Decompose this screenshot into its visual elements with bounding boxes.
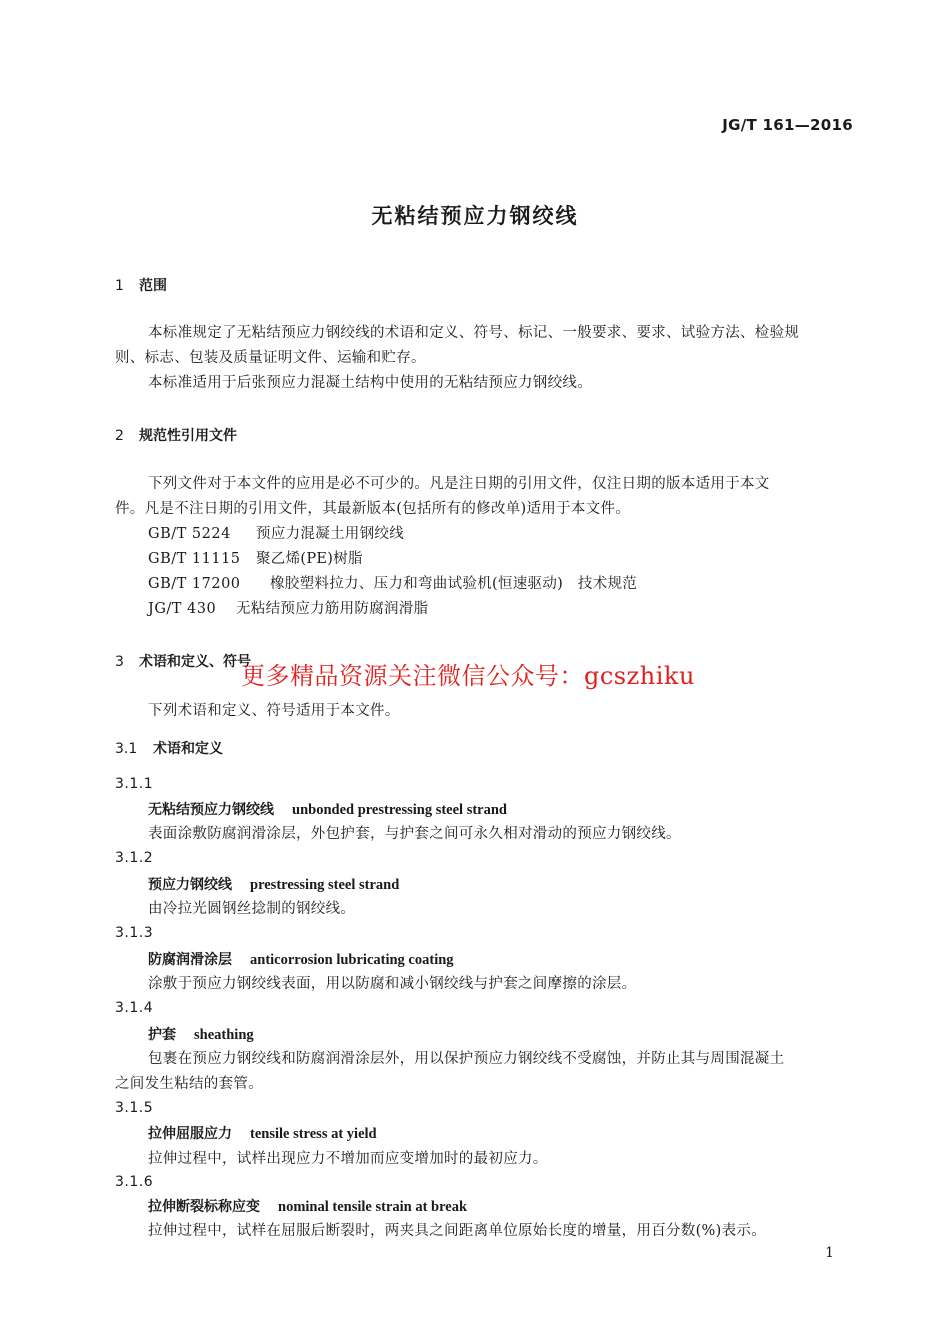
section-title: 规范性引用文件 — [139, 428, 237, 444]
subsection-title: 术语和定义 — [153, 741, 223, 757]
term-english: sheathing — [194, 1027, 254, 1043]
watermark-text: 更多精品资源关注微信公众号：gcszhiku — [241, 662, 695, 690]
s3-intro: 下列术语和定义、符号适用于本文件。 — [148, 703, 400, 719]
section-title: 术语和定义、符号 — [139, 654, 251, 670]
term-definition: 拉伸过程中，试样出现应力不增加而应变增加时的最初应力。 — [148, 1151, 548, 1167]
term-chinese: 防腐润滑涂层 — [148, 952, 232, 968]
term-entry — [148, 949, 454, 969]
section-number: 2 — [115, 428, 124, 444]
term-definition: 拉伸过程中，试样在屈服后断裂时，两夹具之间距离单位原始长度的增量，用百分数(%)表示。 — [148, 1223, 766, 1239]
term-english: unbonded prestressing steel strand — [292, 802, 507, 818]
term-chinese: 预应力钢绞线 — [148, 877, 232, 893]
s1-paragraph-2: 本标准适用于后张预应力混凝土结构中使用的无粘结预应力钢绞线。 — [148, 375, 592, 391]
clause-number: 3.1.5 — [115, 1100, 154, 1116]
term-entry — [148, 799, 507, 819]
normative-reference — [148, 547, 363, 572]
clause-number: 3.1.6 — [115, 1174, 154, 1190]
normative-reference — [148, 597, 428, 622]
reference-name: 橡胶塑料拉力、压力和弯曲试验机(恒速驱动) 技术规范 — [270, 576, 638, 592]
term-definition: 由冷拉光圆钢丝捻制的钢绞线。 — [148, 901, 356, 917]
term-definition-line-1: 包裹在预应力钢绞线和防腐润滑涂层外，用以保护预应力钢绞线不受腐蚀，并防止其与周围混凝土 — [148, 1051, 785, 1067]
term-english: prestressing steel strand — [250, 877, 400, 893]
s2-paragraph-1-line-1: 下列文件对于本文件的应用是必不可少的。凡是注日期的引用文件，仅注日期的版本适用于本文 — [148, 476, 770, 492]
reference-code: JG/T 430 — [148, 601, 217, 617]
term-chinese: 无粘结预应力钢绞线 — [148, 802, 274, 818]
section-number: 1 — [115, 278, 124, 294]
term-chinese: 拉伸屈服应力 — [148, 1126, 232, 1142]
term-entry — [148, 1196, 467, 1216]
page-number: 1 — [825, 1245, 834, 1261]
reference-name: 预应力混凝土用钢绞线 — [256, 526, 404, 542]
normative-reference — [148, 572, 637, 597]
section-3-heading — [115, 651, 251, 671]
term-english: nominal tensile strain at break — [278, 1199, 468, 1215]
term-english: tensile stress at yield — [250, 1126, 377, 1142]
section-1-heading — [115, 275, 167, 295]
document-title: 无粘结预应力钢绞线 — [371, 204, 579, 228]
term-entry — [148, 874, 399, 894]
term-chinese: 护套 — [148, 1027, 176, 1043]
standard-code: JG/T 161—2016 — [722, 116, 853, 134]
reference-code: GB/T 5224 — [148, 526, 231, 542]
s2-paragraph-1-line-2: 件。凡是不注日期的引用文件，其最新版本(包括所有的修改单)适用于本文件。 — [115, 501, 631, 517]
section-title: 范围 — [139, 278, 167, 294]
clause-number: 3.1.2 — [115, 850, 154, 866]
subsection-number: 3.1 — [115, 741, 138, 757]
term-entry — [148, 1024, 254, 1044]
clause-number: 3.1.1 — [115, 776, 154, 792]
term-definition: 表面涂敷防腐润滑涂层，外包护套，与护套之间可永久相对滑动的预应力钢绞线。 — [148, 826, 681, 842]
term-definition-line-2: 之间发生粘结的套管。 — [115, 1076, 263, 1092]
s1-paragraph-1-line-2: 则、标志、包装及质量证明文件、运输和贮存。 — [115, 350, 426, 366]
reference-name: 无粘结预应力筋用防腐润滑脂 — [236, 601, 429, 617]
section-number: 3 — [115, 654, 124, 670]
term-chinese: 拉伸断裂标称应变 — [148, 1199, 260, 1215]
normative-reference — [148, 522, 404, 547]
reference-code: GB/T 11115 — [148, 551, 241, 567]
term-definition: 涂敷于预应力钢绞线表面，用以防腐和减小钢绞线与护套之间摩擦的涂层。 — [148, 976, 637, 992]
term-entry — [148, 1123, 377, 1143]
section-2-heading — [115, 425, 237, 445]
clause-number: 3.1.4 — [115, 1000, 154, 1016]
reference-code: GB/T 17200 — [148, 576, 241, 592]
clause-number: 3.1.3 — [115, 925, 154, 941]
reference-name: 聚乙烯(PE)树脂 — [256, 551, 363, 567]
s1-paragraph-1-line-1: 本标准规定了无粘结预应力钢绞线的术语和定义、符号、标记、一般要求、要求、试验方法、检验规 — [148, 325, 800, 341]
term-english: anticorrosion lubricating coating — [250, 952, 454, 968]
subsection-3-1-heading — [115, 738, 223, 758]
